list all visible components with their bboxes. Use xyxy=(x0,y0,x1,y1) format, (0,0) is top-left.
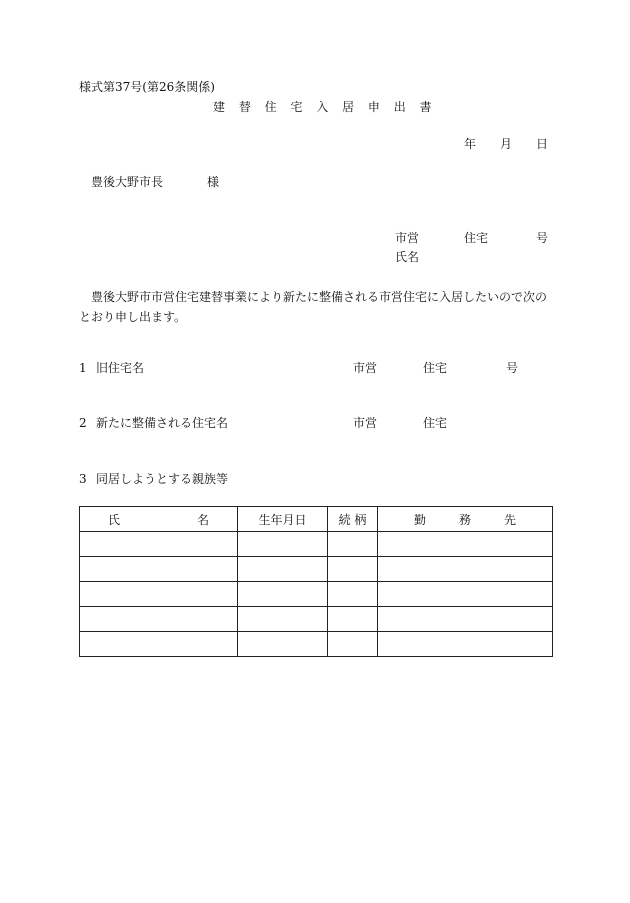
table-row xyxy=(80,607,553,632)
cell-birthdate[interactable] xyxy=(238,632,328,657)
item-1-prefix: 市営 xyxy=(353,361,378,375)
item-1-label: 旧住宅名 xyxy=(96,361,145,375)
item-1-tail: 号 xyxy=(506,361,519,375)
body-text: 豊後大野市市営住宅建替事業により新たに整備される市営住宅に入居したいので次のとおり申し出ます。 xyxy=(79,290,548,324)
column-header-workplace xyxy=(378,507,553,532)
column-header-work-1: 勤 xyxy=(414,512,427,527)
table-row xyxy=(80,582,553,607)
relatives-table xyxy=(79,506,553,657)
cell-birthdate[interactable] xyxy=(238,607,328,632)
cell-relationship[interactable] xyxy=(328,582,378,607)
column-header-relationship: 続 柄 xyxy=(328,507,378,532)
cell-workplace[interactable] xyxy=(378,532,553,557)
item-2-prefix: 市営 xyxy=(353,416,378,430)
item-3-number: 3 xyxy=(79,472,87,486)
date-month-label: 月 xyxy=(500,137,513,151)
cell-birthdate[interactable] xyxy=(238,582,328,607)
item-1-suffix: 住宅 xyxy=(423,361,448,375)
applicant-name-label: 氏名 xyxy=(395,250,420,264)
cell-relationship[interactable] xyxy=(328,632,378,657)
table-row xyxy=(80,557,553,582)
cell-relationship[interactable] xyxy=(328,607,378,632)
cell-birthdate[interactable] xyxy=(238,557,328,582)
applicant-number-suffix: 号 xyxy=(536,231,549,245)
table-row xyxy=(80,632,553,657)
item-2-suffix: 住宅 xyxy=(423,416,448,430)
cell-workplace[interactable] xyxy=(378,582,553,607)
column-header-work-3: 先 xyxy=(503,512,516,527)
addressee-name: 豊後大野市長 xyxy=(91,175,164,189)
cell-name[interactable] xyxy=(80,582,238,607)
table-header-row xyxy=(80,507,553,532)
cell-relationship[interactable] xyxy=(328,557,378,582)
date-year-label: 年 xyxy=(464,137,477,151)
body-paragraph xyxy=(79,287,553,327)
column-header-birthdate: 生年月日 xyxy=(238,507,328,532)
cell-name[interactable] xyxy=(80,557,238,582)
document-title: 建 替 住 宅 入 居 申 出 書 xyxy=(213,100,437,114)
item-2-label: 新たに整備される住宅名 xyxy=(96,416,229,430)
column-header-name-left: 氏 xyxy=(108,512,121,527)
applicant-housing-prefix: 市営 xyxy=(395,231,420,245)
form-number: 様式第37号(第26条関係) xyxy=(79,80,215,94)
column-header-name-right: 名 xyxy=(196,512,209,527)
date-day-label: 日 xyxy=(536,137,549,151)
cell-workplace[interactable] xyxy=(378,607,553,632)
item-2-number: 2 xyxy=(79,416,87,430)
cell-birthdate[interactable] xyxy=(238,532,328,557)
column-header-work-2: 務 xyxy=(458,512,471,527)
cell-name[interactable] xyxy=(80,632,238,657)
cell-name[interactable] xyxy=(80,532,238,557)
cell-relationship[interactable] xyxy=(328,532,378,557)
cell-workplace[interactable] xyxy=(378,557,553,582)
cell-name[interactable] xyxy=(80,607,238,632)
cell-workplace[interactable] xyxy=(378,632,553,657)
table-row xyxy=(80,532,553,557)
item-1-number: 1 xyxy=(79,361,87,375)
item-3-label: 同居しようとする親族等 xyxy=(96,472,229,486)
applicant-housing-suffix: 住宅 xyxy=(464,231,489,245)
column-header-name xyxy=(80,507,238,532)
addressee-honorific: 様 xyxy=(207,175,220,189)
